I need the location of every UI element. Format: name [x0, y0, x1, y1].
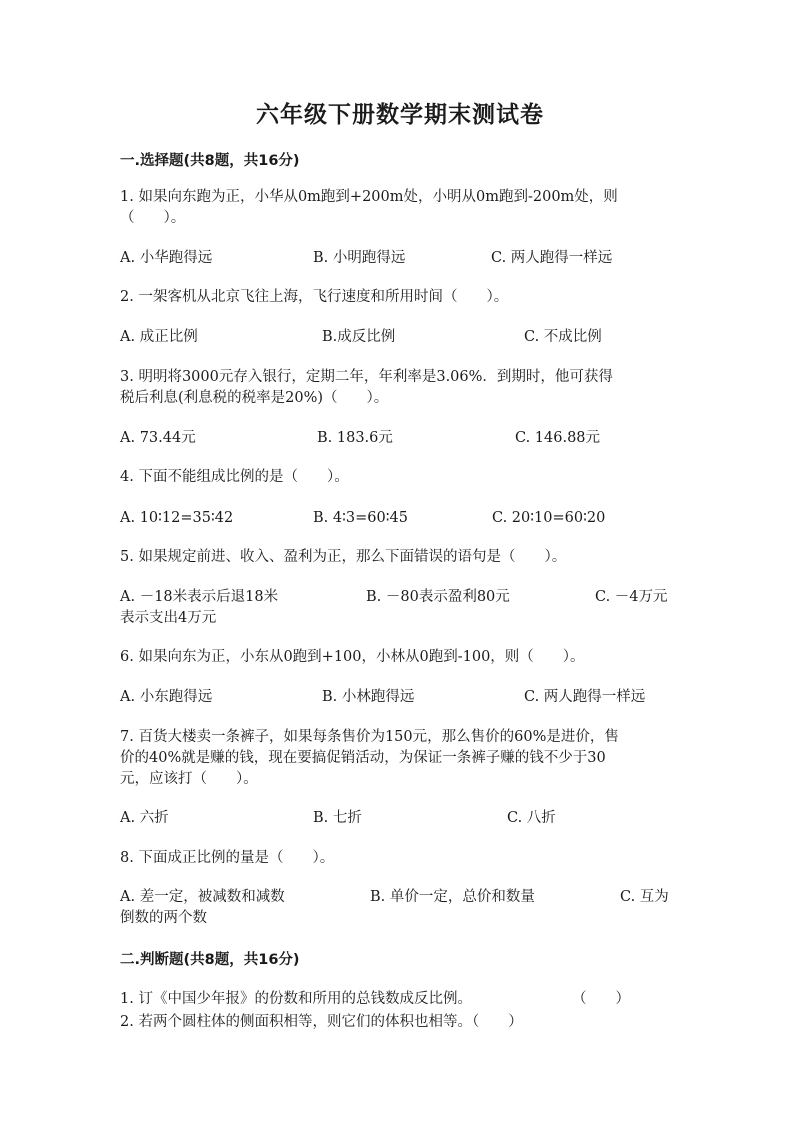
- option-c: C. 不成比例: [524, 329, 602, 345]
- option-c: C. 146.88元: [515, 430, 601, 446]
- option-b: B. 小林跑得远: [322, 689, 415, 705]
- question-1-line-1: 1. 如果向东跑为正，小华从0m跑到+200m处，小明从0m跑到-200m处，则: [120, 189, 618, 205]
- option-a: A. 小东跑得远: [120, 689, 213, 705]
- option-b: B. 小明跑得远: [313, 250, 406, 266]
- option-a: A. 小华跑得远: [120, 250, 213, 266]
- question-7: [120, 727, 680, 790]
- option-b: B. 单价一定，总价和数量: [370, 889, 535, 905]
- question-2-line-1: 2. 一架客机从北京飞往上海，飞行速度和所用时间（ ）。: [120, 289, 509, 305]
- option-c: C. －4万元: [595, 589, 668, 605]
- question-5: [120, 547, 680, 568]
- question-8: [120, 848, 680, 869]
- option-c: C. 互为: [620, 889, 669, 905]
- judgement-2: 2. 若两个圆柱体的侧面积相等，则它们的体积也相等。（ ）: [120, 1014, 523, 1030]
- option-c: C. 20∶10=60∶20: [492, 510, 606, 526]
- option-c-wrap: 倒数的两个数: [120, 910, 207, 926]
- question-7-line-3: 元，应该打（ ）。: [120, 771, 258, 787]
- option-a: A. －18米表示后退18米: [120, 589, 279, 605]
- question-3-line-2: 税后利息(利息税的税率是20%)（ ）。: [120, 390, 389, 406]
- option-b: B. 183.6元: [317, 430, 393, 446]
- option-a: A. 10∶12=35∶42: [120, 510, 234, 526]
- question-5-line-1: 5. 如果规定前进、收入、盈利为正，那么下面错误的语句是（ ）。: [120, 549, 567, 565]
- question-6-line-1: 6. 如果向东为正，小东从0跑到+100，小林从0跑到-100，则（ ）。: [120, 649, 585, 665]
- judgement-1-answer-blank: （ ）: [572, 991, 630, 1007]
- option-a: A. 差一定，被减数和减数: [120, 889, 285, 905]
- question-7-line-2: 价的40%就是赚的钱，现在要搞促销活动，为保证一条裤子赚的钱不少于30: [120, 750, 606, 766]
- option-c: C. 两人跑得一样远: [524, 689, 646, 705]
- page-title: 六年级下册数学期末测试卷: [256, 102, 544, 128]
- option-a: A. 成正比例: [120, 329, 198, 345]
- option-a: A. 73.44元: [120, 430, 196, 446]
- question-8-line-1: 8. 下面成正比例的量是（ ）。: [120, 850, 335, 866]
- option-c: C. 两人跑得一样远: [491, 250, 613, 266]
- question-7-line-1: 7. 百货大楼卖一条裤子，如果每条售价为150元，那么售价的60%是进价，售: [120, 729, 619, 745]
- question-3: [120, 367, 680, 409]
- question-4-line-1: 4. 下面不能组成比例的是（ ）。: [120, 469, 349, 485]
- judgement-1: 1. 订《中国少年报》的份数和所用的总钱数成反比例。: [120, 991, 472, 1007]
- question-4: [120, 467, 680, 488]
- option-c: C. 八折: [507, 810, 556, 826]
- option-b: B. 4∶3=60∶45: [313, 510, 408, 526]
- option-a: A. 六折: [120, 810, 169, 826]
- question-2: [120, 287, 680, 308]
- section-heading-judgement: 二.判断题(共8题，共16分): [120, 952, 300, 968]
- question-1: [120, 187, 680, 229]
- section-heading-choice: 一.选择题(共8题，共16分): [120, 153, 300, 169]
- option-b: B. －80表示盈利80元: [366, 589, 510, 605]
- question-6: [120, 647, 680, 668]
- question-1-line-2: （ ）。: [120, 210, 186, 226]
- option-b: B.成反比例: [322, 329, 396, 345]
- question-3-line-1: 3. 明明将3000元存入银行，定期二年，年利率是3.06%．到期时，他可获得: [120, 369, 613, 385]
- option-c-wrap: 表示支出4万元: [120, 610, 217, 626]
- option-b: B. 七折: [313, 810, 362, 826]
